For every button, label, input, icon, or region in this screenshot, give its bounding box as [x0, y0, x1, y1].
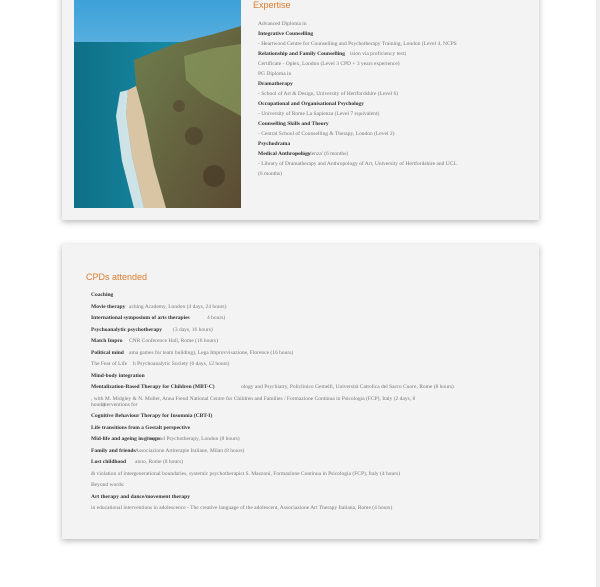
expertise-list	[258, 21, 528, 177]
cpd-line: Psychoanalytic psychotherapy	[91, 326, 163, 333]
cpd-line: Associazione Artiterapie Italiane, Milan (8 hours)	[135, 447, 245, 454]
expertise-line: es Sapienza' (6 months)	[296, 151, 349, 157]
cpd-line: aching Academy, London (4 days, 24 hours)	[129, 303, 227, 310]
page-scrollbar[interactable]	[596, 0, 600, 587]
cpd-line: Mid-life and ageing in groups	[91, 436, 161, 442]
expertise-line: Counselling Skills and Theory	[258, 121, 329, 127]
cpd-line: Beyond words:	[91, 482, 125, 488]
cpd-line: Movie therapy	[91, 303, 126, 310]
cpd-line: h Psychoanalytic Society (6 days, 12 hours)	[133, 361, 230, 367]
expertise-line: Relationship and Family Counselling	[258, 51, 345, 57]
cpd-line: Cognitive Behaviour Therapy for Insomnia (CBT-I)	[91, 413, 213, 419]
cpd-line: 4 hours)	[207, 315, 226, 321]
cpd-line: ama games for team building), Lega Improvvisazione, Florence (16 hours)	[129, 349, 294, 356]
expertise-line: Dramatherapy	[258, 81, 293, 87]
expertise-line: Integrative Counselling	[258, 31, 314, 37]
expertise-title: Expertise	[253, 0, 291, 10]
cpds-card	[62, 244, 539, 539]
cpd-line: Mentalization-Based Therapy for Children (MBT-C)	[91, 384, 215, 390]
cpd-line: ology and Psychiatry, Policlinico Gemelli, Università Cattolica del Sacro Cuore, Rome (8 hours)	[241, 384, 454, 390]
cpd-line: Life transitions from a Gestalt perspective	[91, 424, 191, 431]
cpd-line: anno, Rome (8 hours)	[135, 459, 183, 465]
cpd-line: Family and friends	[91, 447, 136, 454]
cpd-line: Match Impro	[91, 338, 123, 344]
cpd-line: Lost childhood	[91, 459, 126, 465]
expertise-line: Psychodrama	[258, 141, 291, 147]
cpd-line: in educational interventions in adolescence - The creative language of the adolescent, Associazione Art Therapy Italiana, Rome (4 hours)	[91, 505, 393, 511]
cpd-line: (3 days, 16 hours)	[173, 326, 213, 333]
cpd-line: Art therapy and dance/movement therapy	[91, 493, 190, 500]
expertise-line: - Heartwood Centre for Counselling and Psychotherapy Training, London (Level 4, NCPS	[258, 41, 457, 47]
cpd-line: International symposium of arts therapies	[91, 315, 190, 321]
cpds-list	[91, 292, 531, 511]
cpd-line: selling and Psychotherapy, London (8 hours)	[141, 436, 240, 442]
cpd-line: Mind-body integration	[91, 372, 145, 379]
cpd-line: , with M. Midgley & N. Muller, Anna Freud National Centre for Children and Families / Formazione Continua in Psicologia (FCP), Italy (2 days, 8	[91, 395, 416, 402]
expertise-line: Medical Anthropology	[258, 151, 311, 157]
expertise-line: - Central School of Counselling & Therapy, London (Level 2)	[258, 131, 395, 137]
expertise-line: Certificate - Oplex, London (Level 3 CPD + 3 years experience)	[258, 61, 400, 67]
expertise-line: Occupational and Organisational Psychology	[258, 101, 364, 107]
expertise-line: - University of Rome La Sapienza (Level 7 equivalent)	[258, 111, 380, 117]
cpd-line: Coaching	[91, 292, 114, 298]
cpd-line: CNR Conference Hall, Rome (16 hours)	[129, 338, 218, 344]
cpd-line: hours)	[91, 401, 106, 408]
expertise-card	[62, 0, 539, 220]
cpd-line: Political mind	[91, 349, 124, 356]
cpd-line: & violation of intergenerational boundaries, systemic psychotherapist S. Mazzoni, Formazione Continua in Psicologia (FCP), Italy (4 hours)	[91, 470, 401, 477]
expertise-line: (6 months)	[258, 171, 282, 177]
expertise-line: Advanced Diploma in	[258, 21, 307, 27]
coastline-photo	[74, 0, 241, 208]
expertise-line: PG Diploma in	[258, 71, 292, 77]
expertise-line: ision via proficiency test)	[350, 51, 407, 57]
expertise-line: - Library of Dramatherapy and Anthropology of Art, University of Hertfordshire and UCL	[258, 161, 457, 167]
cpd-line: interventions for	[101, 401, 138, 408]
cpd-line: The Fear of Life	[91, 361, 128, 367]
expertise-line: - School of Art & Design, University of Hertfordshire (Level 6)	[258, 91, 399, 97]
cpds-title: CPDs attended	[86, 272, 148, 282]
